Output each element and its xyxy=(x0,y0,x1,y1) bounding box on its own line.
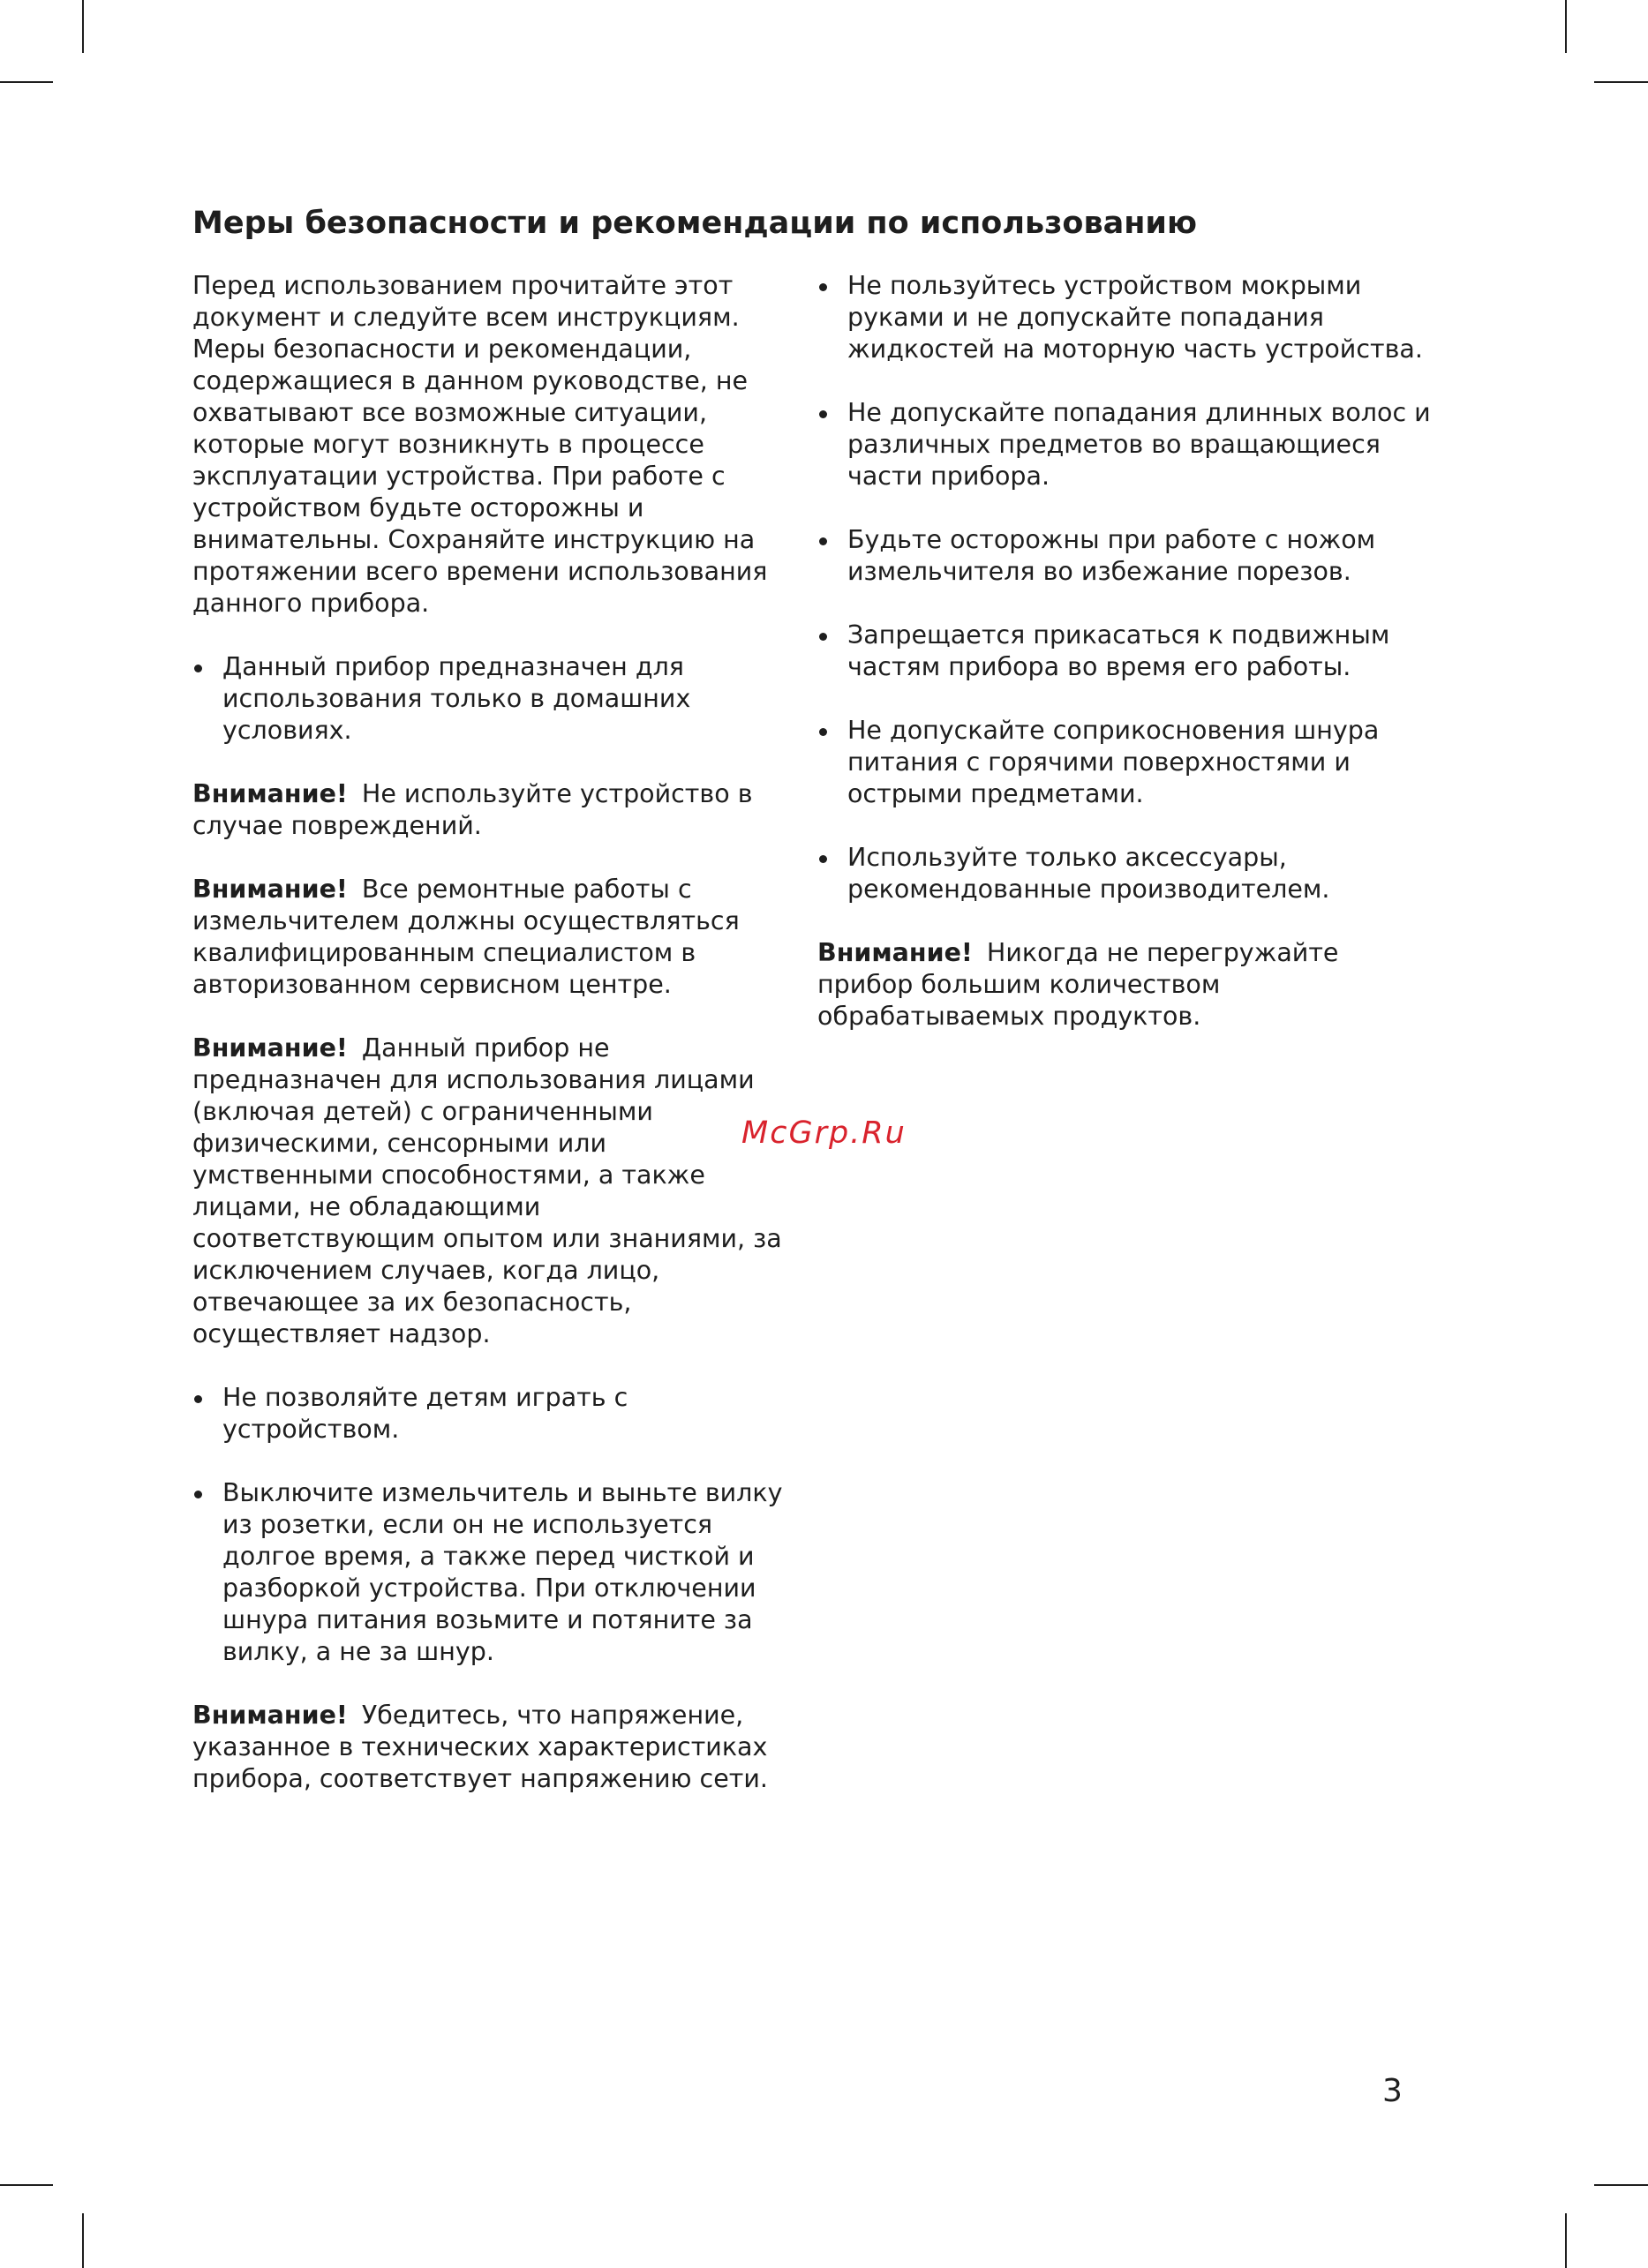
bullet-text: Не пользуйтесь устройством мокрыми руками и не допускайте попадания жидкостей на моторную часть устройства. xyxy=(847,271,1423,364)
bullet-item xyxy=(192,651,786,747)
bullet-text: Выключите измельчитель и выньте вилку из розетки, если он не используется долгое время, а также перед чисткой и разборкой устройства. При отключении шнура питания возьмите и потяните за вилку, а не за шнур. xyxy=(222,1478,783,1666)
warning-label: Внимание! xyxy=(817,938,973,967)
bullet-item xyxy=(817,715,1435,810)
bullet-text: Не позволяйте детям играть с устройством. xyxy=(222,1383,628,1444)
bullet-item xyxy=(817,524,1435,588)
crop-mark-bottom-right-vertical xyxy=(1565,2213,1567,2268)
bullet-item xyxy=(192,1382,786,1446)
warning-text: Убедитесь, что напряжение, указанное в технических характеристиках прибора, соответствует напряжению сети. xyxy=(192,1701,768,1793)
crop-mark-top-left-vertical xyxy=(82,0,84,53)
left-column xyxy=(192,270,786,1827)
left-item-list xyxy=(192,1382,786,1668)
intro-paragraph: Перед использованием прочитайте этот документ и следуйте всем инструкциям. Меры безопасности и рекомендации, содержащиеся в данном руководстве, не охватывают все возможные ситуации, которые могут возникнуть в процессе эксплуатации устройства. При работе с устройством будьте осторожны и внимательны. Сохраняйте инструкцию на протяжении всего времени использования данного прибора. xyxy=(192,271,768,618)
warning-text: Не используйте устройство в случае повреждений. xyxy=(192,779,753,840)
right-item-list xyxy=(817,270,1435,905)
warning-text: Данный прибор не предназначен для использования лицами (включая детей) с ограниченными физическими, сенсорными или умственными способностями, а также лицами, не обладающими соответствующим опытом или знаниями, за исключением случаев, когда лицо, отвечающее за их безопасность, осуществляет надзор. xyxy=(192,1033,782,1348)
bullet-text: Будьте осторожны при работе с ножом измельчителя во избежание порезов. xyxy=(847,525,1376,586)
bullet-text: Запрещается прикасаться к подвижным частям прибора во время его работы. xyxy=(847,620,1390,681)
bullet-text: Не допускайте попадания длинных волос и различных предметов во вращающиеся части прибора. xyxy=(847,398,1431,491)
bullet-text: Данный прибор предназначен для использования только в домашних условиях. xyxy=(222,652,691,745)
bullet-text: Используйте только аксессуары, рекомендованные производителем. xyxy=(847,843,1330,904)
crop-mark-top-right-horizontal xyxy=(1594,81,1648,83)
crop-mark-bottom-left-vertical xyxy=(82,2213,84,2268)
bullet-item xyxy=(817,270,1435,365)
warning-text: Никогда не перегружайте прибор большим количеством обрабатываемых продуктов. xyxy=(817,938,1339,1031)
bullet-item xyxy=(817,842,1435,905)
bullet-item xyxy=(817,397,1435,492)
crop-mark-top-left-horizontal xyxy=(0,81,53,83)
left-item-list xyxy=(192,651,786,747)
warning-paragraph xyxy=(192,1700,786,1795)
bullet-item xyxy=(817,620,1435,683)
warning-label: Внимание! xyxy=(192,1033,348,1063)
crop-mark-top-right-vertical xyxy=(1565,0,1567,53)
warning-text: Все ремонтные работы с измельчителем должны осуществляться квалифицированным специалистом в авторизованном сервисном центре. xyxy=(192,875,740,999)
right-column xyxy=(817,270,1435,1064)
crop-mark-bottom-left-horizontal xyxy=(0,2184,53,2186)
warning-paragraph xyxy=(192,778,786,842)
warning-label: Внимание! xyxy=(192,779,348,808)
warning-paragraph xyxy=(817,937,1435,1033)
page-number: 3 xyxy=(1382,2073,1403,2109)
bullet-item xyxy=(192,1477,786,1668)
watermark: McGrp.Ru xyxy=(741,1115,907,1151)
warning-paragraph xyxy=(192,874,786,1001)
warning-label: Внимание! xyxy=(192,1701,348,1730)
page-title: Меры безопасности и рекомендации по использованию xyxy=(192,206,1197,241)
warning-paragraph xyxy=(192,1033,786,1350)
warning-label: Внимание! xyxy=(192,875,348,904)
crop-mark-bottom-right-horizontal xyxy=(1594,2184,1648,2186)
bullet-text: Не допускайте соприкосновения шнура питания с горячими поверхностями и острыми предметами. xyxy=(847,716,1380,808)
